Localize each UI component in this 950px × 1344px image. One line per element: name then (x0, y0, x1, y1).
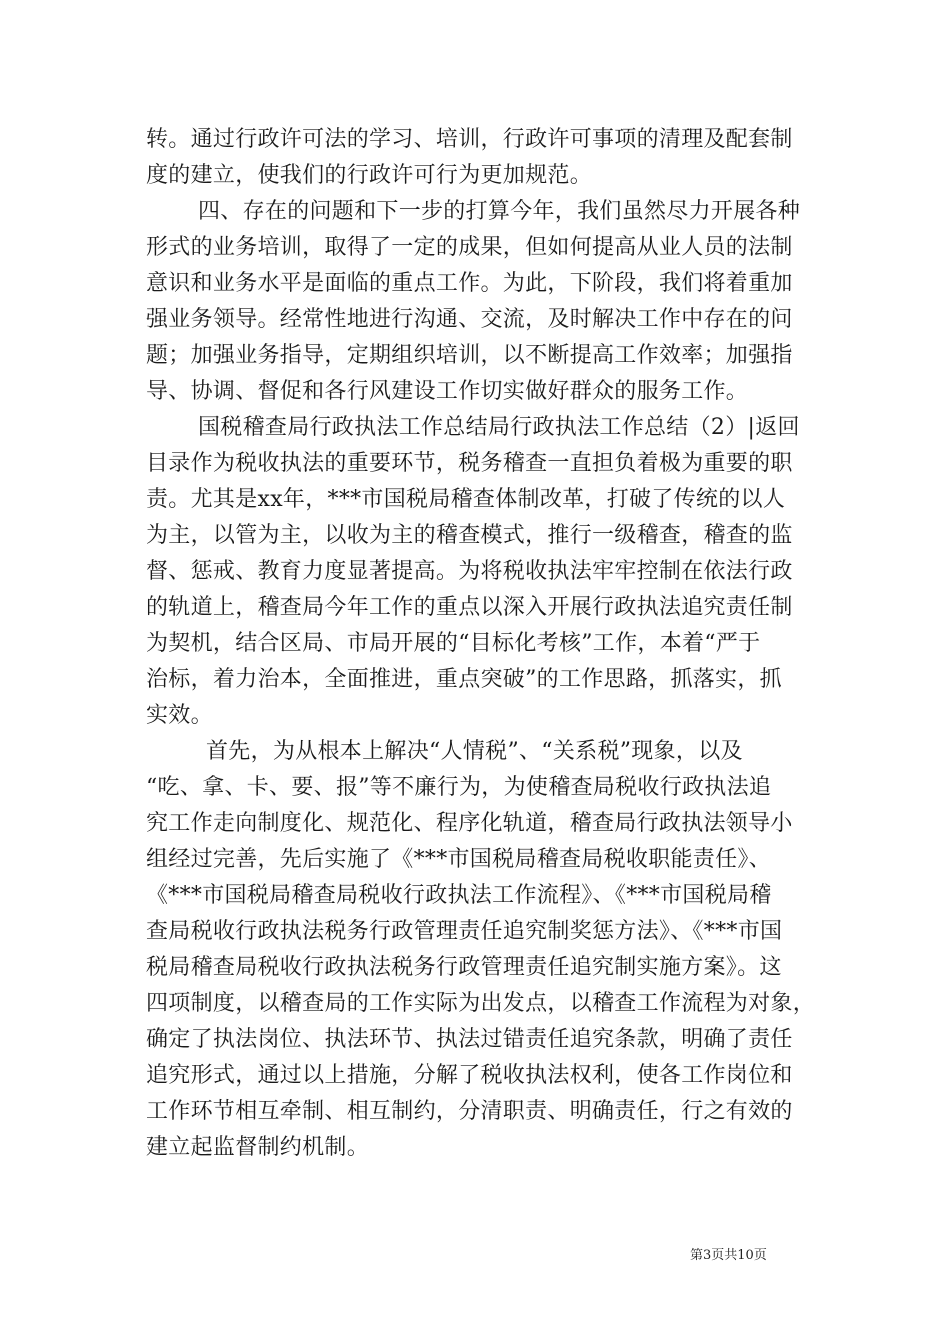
paragraph-first-line: 四、存在的问题和下一步的打算今年，我们虽然尽力开展各种 (198, 199, 801, 224)
text-line: 实效。 (146, 703, 213, 728)
text-line: 建立起监督制约机制。 (146, 1135, 370, 1160)
text-line: 目录作为税收执法的重要环节，税务稽查一直担负着极为重要的职 (146, 451, 793, 476)
text-line: “吃、拿、卡、要、报”等不廉行为，为使稽查局税收行政执法追 (146, 775, 772, 800)
text-line: 题；加强业务指导，定期组织培训，以不断提高工作效率；加强指 (146, 343, 793, 368)
text-line: 形式的业务培训，取得了一定的成果，但如何提高从业人员的法制 (146, 235, 793, 260)
text-line: 度的建立，使我们的行政许可行为更加规范。 (146, 163, 593, 188)
text-line: 究工作走向制度化、规范化、程序化轨道，稽查局行政执法领导小 (146, 811, 793, 836)
text-line: 责。尤其是xx年，***市国税局稽查体制改革，打破了传统的以人 (146, 487, 786, 512)
text-line: 税局稽查局税收行政执法税务行政管理责任追究制实施方案》。这 (146, 955, 782, 980)
text-line: 意识和业务水平是面临的重点工作。为此，下阶段，我们将着重加 (146, 271, 793, 296)
text-line: 确定了执法岗位、执法环节、执法过错责任追究条款，明确了责任 (146, 1027, 793, 1052)
text-line: 工作环节相互牵制、相互制约，分清职责、明确责任，行之有效的 (146, 1099, 793, 1124)
paragraph-first-line: 首先，为从根本上解决“人情税”、“关系税”现象，以及 (206, 739, 743, 764)
text-line: 的轨道上，稽查局今年工作的重点以深入开展行政执法追究责任制 (146, 595, 793, 620)
text-line: 四项制度，以稽查局的工作实际为出发点，以稽查工作流程为对象， (146, 991, 816, 1016)
text-line: 为契机，结合区局、市局开展的“目标化考核”工作，本着“严于 (146, 631, 761, 656)
text-line: 导、协调、督促和各行风建设工作切实做好群众的服务工作。 (146, 379, 749, 404)
text-line: 为主，以管为主，以收为主的稽查模式，推行一级稽查，稽查的监 (146, 523, 793, 548)
text-line: 追究形式，通过以上措施，分解了税收执法权利，使各工作岗位和 (146, 1063, 793, 1088)
text-line: 治标，着力治本，全面推进，重点突破”的工作思路，抓落实，抓 (146, 667, 782, 692)
paragraph-first-line: 国税稽查局行政执法工作总结局行政执法工作总结（2）|返回 (198, 415, 800, 440)
text-line: 强业务领导。经常性地进行沟通、交流，及时解决工作中存在的问 (146, 307, 793, 332)
text-line: 《***市国税局稽查局税收行政执法工作流程》、《***市国税局稽 (146, 883, 772, 908)
text-line: 督、惩戒、教育力度显著提高。为将税收执法牢牢控制在依法行政 (146, 559, 793, 584)
page-number: 第3页共10页 (690, 1248, 767, 1263)
text-line: 查局税收行政执法税务行政管理责任追究制奖惩方法》、《***市国 (146, 919, 783, 944)
text-line: 转。通过行政许可法的学习、培训，行政许可事项的清理及配套制 (146, 127, 793, 152)
text-line: 组经过完善，先后实施了《***市国税局稽查局税收职能责任》、 (146, 847, 772, 872)
